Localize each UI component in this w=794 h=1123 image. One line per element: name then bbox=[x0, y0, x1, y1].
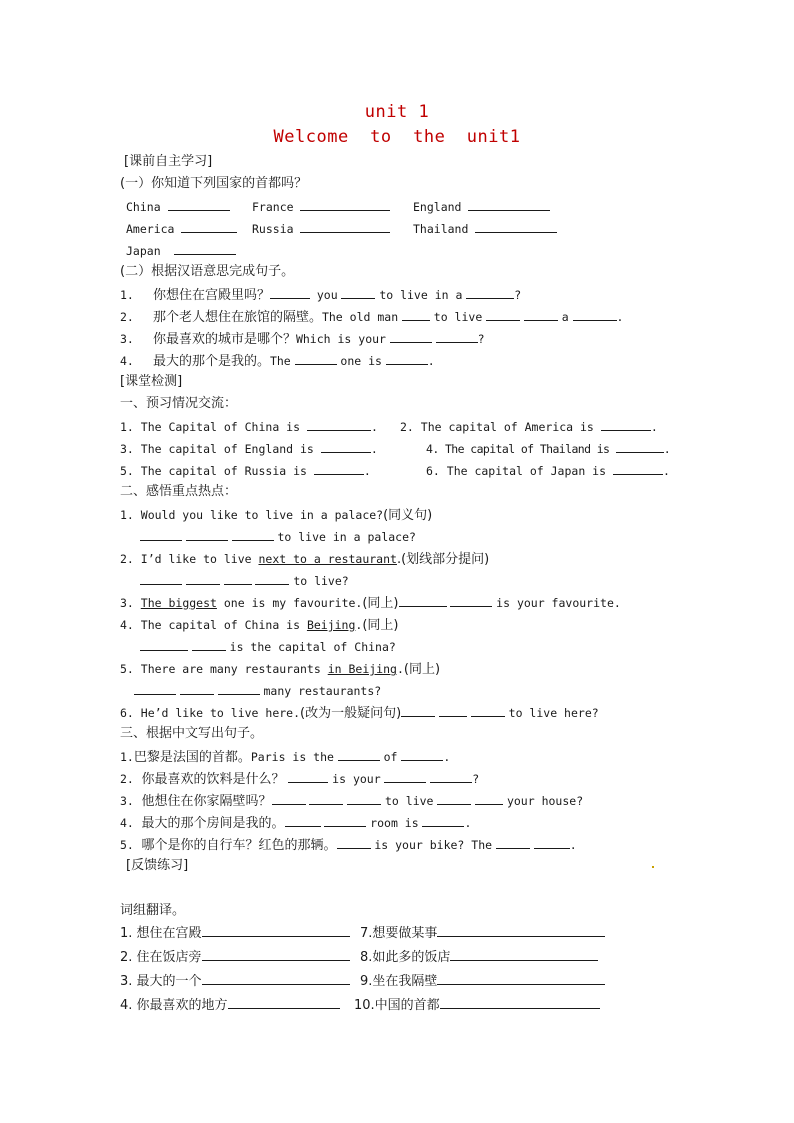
phrase-right-4: 10.中国的首都 bbox=[354, 997, 600, 1013]
phrase-left-3: 3. 最大的一个 bbox=[120, 973, 350, 989]
key-sentence-4-answer: is the capital of China? bbox=[140, 639, 396, 655]
stray-dot bbox=[652, 866, 654, 868]
capital-item-1: 1. The Capital of China is . bbox=[120, 420, 378, 434]
country-japan: Japan bbox=[126, 243, 236, 258]
prestudy-q2: 2. 那个老人想住在旅馆的隔壁。The old man to live a . bbox=[120, 310, 624, 325]
key-sentence-2: 2. I’d like to live next to a restaurant.(划线部分提问) bbox=[120, 552, 490, 567]
translate-sentence-5: 5. 哪个是你的自行车？红色的那辆。 is your bike? The . bbox=[120, 838, 577, 853]
country-america: America bbox=[126, 221, 237, 236]
classtest-sec2: 二、感悟重点热点： bbox=[120, 484, 238, 499]
prestudy-q1: 1. 你想住在宫殿里吗？ you to live in a ? bbox=[120, 288, 522, 303]
key-sentence-5: 5. There are many restaurants in Beijing.(同上) bbox=[120, 662, 441, 677]
key-sentence-3: 3. The biggest one is my favourite.(同上) is your favourite. bbox=[120, 596, 621, 611]
page-title: unit 1 bbox=[364, 102, 430, 122]
prestudy-q4: 4. 最大的那个是我的。The one is . bbox=[120, 354, 435, 369]
phrase-right-3: 9.坐在我隔壁 bbox=[360, 973, 605, 989]
key-sentence-1: 1. Would you like to live in a palace?(同义句) bbox=[120, 508, 433, 523]
country-england: England bbox=[413, 199, 550, 214]
capital-item-6: 6. The capital of Japan is . bbox=[426, 464, 670, 478]
section-heading-feedback: [反馈练习] bbox=[126, 858, 189, 873]
key-sentence-6: 6. He’d like to live here.(改为一般疑问句) to live here? bbox=[120, 706, 599, 721]
prestudy-q3: 3. 你最喜欢的城市是哪个？Which is your ? bbox=[120, 332, 485, 347]
page-subtitle: Welcome to the unit1 bbox=[273, 127, 521, 147]
country-china: China bbox=[126, 199, 230, 214]
capital-item-2: 2. The capital of America is . bbox=[400, 420, 658, 434]
key-sentence-5-answer: many restaurants? bbox=[134, 683, 381, 699]
phrase-right-2: 8.如此多的饭店 bbox=[360, 949, 598, 965]
key-sentence-1-answer: to live in a palace? bbox=[140, 529, 416, 545]
key-sentence-2-answer: to live? bbox=[140, 573, 349, 589]
translate-sentence-3: 3. 他想住在你家隔壁吗？ to live your house? bbox=[120, 794, 584, 809]
country-thailand: Thailand bbox=[413, 221, 557, 236]
phrase-right-1: 7.想要做某事 bbox=[360, 925, 605, 941]
section-heading-classtest: [课堂检测] bbox=[120, 374, 183, 389]
capital-item-4: 4. The capital of Thailand is . bbox=[426, 442, 671, 456]
part2-heading: (二）根据汉语意思完成句子。 bbox=[120, 264, 295, 279]
part1-heading: (一）你知道下列国家的首都吗？ bbox=[120, 176, 308, 191]
country-france: France bbox=[252, 199, 390, 214]
translate-sentence-1: 1.巴黎是法国的首都。Paris is the of . bbox=[120, 750, 451, 765]
section-heading-prestudy: [课前自主学习] bbox=[124, 154, 213, 169]
translate-sentence-2: 2. 你最喜欢的饮料是什么？ is your ? bbox=[120, 772, 480, 787]
classtest-sec3: 三、根据中文写出句子。 bbox=[120, 726, 264, 741]
translate-sentence-4: 4. 最大的那个房间是我的。 room is . bbox=[120, 816, 472, 831]
phrase-left-2: 2. 住在饭店旁 bbox=[120, 949, 350, 965]
country-russia: Russia bbox=[252, 221, 390, 236]
phrase-left-1: 1. 想住在宫殿 bbox=[120, 925, 350, 941]
capital-item-5: 5. The capital of Russia is . bbox=[120, 464, 371, 478]
capital-item-3: 3. The capital of England is . bbox=[120, 442, 378, 456]
phrase-left-4: 4. 你最喜欢的地方 bbox=[120, 997, 340, 1013]
classtest-sec1: 一、预习情况交流： bbox=[120, 396, 238, 411]
key-sentence-4: 4. The capital of China is Beijing.(同上) bbox=[120, 618, 399, 633]
feedback-subheading: 词组翻译。 bbox=[120, 903, 186, 918]
